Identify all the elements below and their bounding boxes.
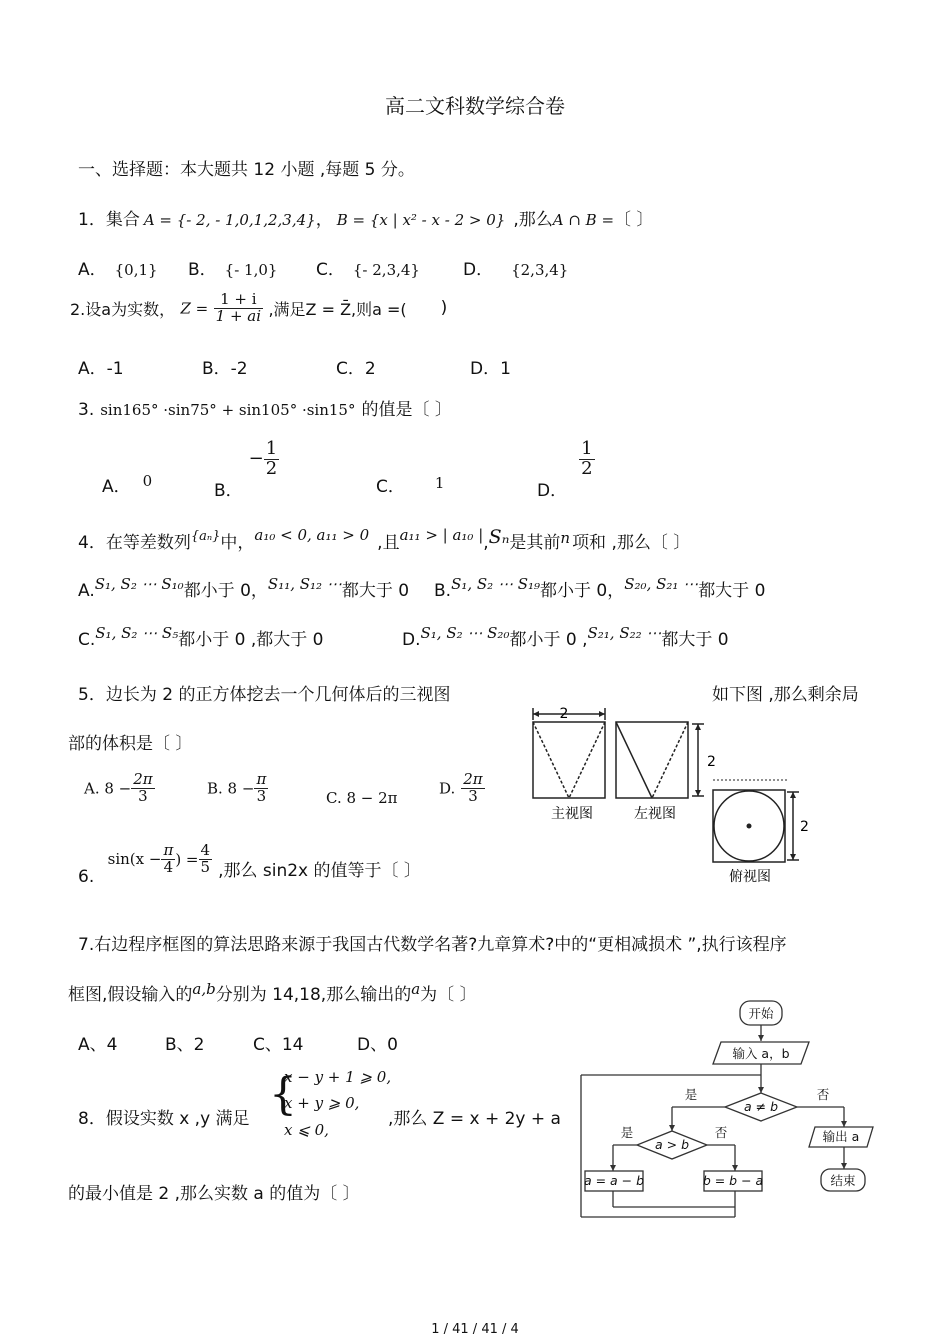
q3-option-a: A． 0: [102, 472, 153, 497]
q7-line1: 7.右边程序框图的算法思路来源于我国古代数学名著?九章算术?中的“更相减损术 ”,执行该程序: [78, 935, 787, 955]
side-view-label: 左视图: [634, 806, 676, 822]
q2-option-b: B．-2: [202, 359, 248, 379]
front-view-square: [533, 722, 605, 798]
q4-option-c: C.S₁, S₂ ⋯ S₅都小于 0 ,都大于 0: [78, 624, 324, 650]
q1-comma: ，: [315, 210, 333, 230]
q1-num: 1．集合: [78, 210, 140, 230]
q7-option-d: D、0: [357, 1035, 398, 1055]
q1-option-a: A． {0,1}: [78, 260, 158, 280]
q2-prefix: 2.设a为实数，: [70, 299, 176, 319]
q8-prefix: 8．假设实数 x ,y 满足: [78, 1109, 250, 1129]
three-views-figure: [528, 700, 808, 890]
q1-set-a: A = {- 2, - 1,0,1,2,3,4}: [143, 211, 316, 229]
q1-option-b: B． {- 1,0}: [188, 260, 278, 280]
q4-option-a: A.S₁, S₂ ⋯ S₁₀都小于 0，S₁₁, S₁₂ ⋯都大于 0: [78, 575, 410, 601]
q4-option-d: D.S₁, S₂ ⋯ S₂₀都小于 0 ,S₂₁, S₂₂ ⋯都大于 0: [402, 624, 729, 650]
flow-assign-a-label: a = a − b: [583, 1173, 645, 1188]
side-dim-label: 2: [707, 754, 716, 770]
q5-line2: 部的体积是〔 〕: [68, 734, 193, 754]
q2-condition: ,满足Z = Z̄,则a =(: [268, 299, 407, 319]
q6-stem: 6. sin(x − $\frac{\pi}{4}$ ) = $\frac{4}{5}$ ,那么 sin2x 的值等于〔 〕: [78, 841, 421, 888]
q5-option-b: B. 8 − $\frac{\pi}{3}$: [207, 770, 267, 805]
q2-option-a: A．-1: [78, 359, 124, 379]
q5-option-c: C. 8 − 2π: [326, 789, 398, 807]
top-view-label: 俯视图: [729, 869, 771, 885]
q7-option-c: C、14: [253, 1035, 304, 1055]
top-view-center-dot: [747, 824, 752, 829]
flow-cond1-label: a ≠ b: [743, 1099, 779, 1114]
side-view-square: [616, 722, 688, 798]
flow-cond2-yes: 是: [620, 1125, 634, 1140]
page-title: 高二文科数学综合卷: [385, 94, 565, 118]
q2-option-c: C．2: [336, 359, 376, 379]
q7-line2: 框图,假设输入的a,b分别为 14,18,那么输出的a为〔 〕: [68, 980, 477, 1005]
q3-expr: sin165° ·sin75° + sin105° ·sin15°: [100, 401, 356, 419]
q2-z: Z =: [180, 299, 209, 318]
page-footer: 1 / 41 / 41 / 4: [431, 1322, 519, 1337]
q3-option-d: D． $\frac{1}{2}$: [537, 438, 593, 502]
q8-tail: ,那么 Z = x + 2y + a: [388, 1109, 561, 1129]
front-view-label: 主视图: [551, 806, 593, 822]
q8-constraint-1: x − y + 1 ⩾ 0,: [284, 1068, 392, 1086]
q7-option-a: A、4: [78, 1035, 118, 1055]
q8-brace: {: [269, 1069, 297, 1120]
section-heading: 一、选择题：本大题共 12 小题 ,每题 5 分。: [78, 160, 415, 180]
q8-constraint-3: x ⩽ 0,: [284, 1121, 329, 1139]
front-dim-label: 2: [559, 706, 569, 722]
q2-end: ): [440, 298, 448, 319]
q1-tail: ,那么: [513, 210, 553, 230]
flow-output-label: 输出 a: [822, 1129, 860, 1144]
q1-option-c: C． {- 2,3,4}: [316, 260, 420, 280]
flow-input-label: 输入 a，b: [732, 1046, 790, 1061]
q2-fraction: $\frac{1 + i}{1 + ai}$: [215, 290, 262, 325]
q2-option-d: D．1: [470, 359, 511, 379]
q1-expr: A ∩ B =: [552, 211, 615, 229]
flow-cond1-no: 否: [816, 1087, 830, 1102]
q1-set-b: B = {x | x² - x - 2 > 0}: [336, 211, 506, 229]
q1-option-d: D． {2,3,4}: [463, 260, 569, 280]
flow-cond2-no: 否: [714, 1125, 728, 1140]
q5-option-a: A. 8 − $\frac{2\pi}{3}$: [84, 770, 153, 805]
q2-stem: [70, 292, 447, 325]
flow-cond1-yes: 是: [684, 1087, 698, 1102]
q1-stem: [78, 205, 653, 230]
q5-line1: 5．边长为 2 的正方体挖去一个几何体后的三视图: [78, 685, 451, 705]
q5-option-d: D. $\frac{2\pi}{3}$: [439, 770, 483, 805]
flow-end-label: 结束: [830, 1173, 856, 1188]
flow-cond2-label: a > b: [654, 1137, 690, 1152]
flow-start-label: 开始: [748, 1006, 774, 1021]
q4-option-b: B.S₁, S₂ ⋯ S₁₉都小于 0，S₂₀, S₂₁ ⋯都大于 0: [434, 575, 766, 601]
q7-option-b: B、2: [165, 1035, 205, 1055]
q3-option-c: C． 1: [376, 474, 445, 497]
q8-constraint-2: x + y ⩾ 0,: [284, 1094, 360, 1112]
q5-line1-tail: 如下图 ,那么剩余局: [712, 685, 859, 705]
q4-stem: 4．在等差数列$^{\{a_n\}}$中，a₁₀ < 0, a₁₁ > 0 ,且a₁₁ > | a₁₀ |,Sₙ是其前n 项和 ,那么〔 〕: [78, 526, 691, 553]
q1-blank: 〔 〕: [614, 210, 654, 230]
flow-assign-b-label: b = b − a: [702, 1173, 764, 1188]
q3-stem: 3. sin165° ·sin75° + sin105° ·sin15° 的值是〔 〕: [78, 400, 452, 420]
top-dim-label: 2: [800, 819, 809, 835]
flowchart: [575, 995, 895, 1225]
q3-option-b: B．− $\frac{1}{2}$: [214, 438, 278, 502]
q8-line2: 的最小值是 2 ,那么实数 a 的值为〔 〕: [68, 1184, 360, 1204]
